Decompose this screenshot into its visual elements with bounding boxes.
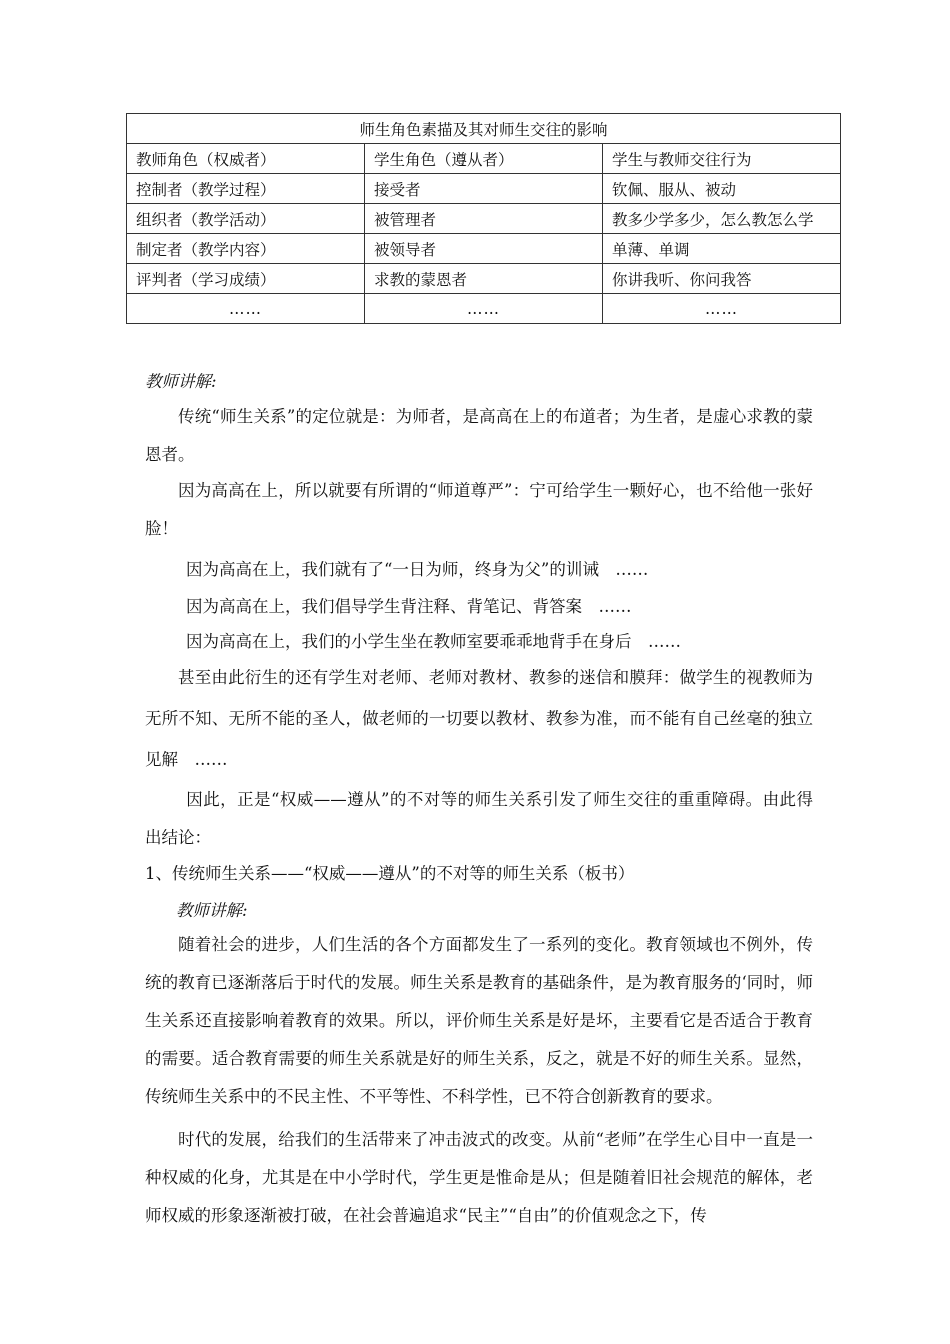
- table-cell: 被管理者: [365, 204, 603, 234]
- paragraph: 随着社会的进步，人们生活的各个方面都发生了一系列的变化。教育领域也不例外，传统的教育已逐渐落后于时代的发展。师生关系是教育的基础条件，是为教育服务的‘同时，师生关系还直接影响着教育的效果。所以，评价师生关系是好是坏，主要看它是否适合于教育的需要。适合教育需要的师生关系就是好的师生关系，反之，就是不好的师生关系。显然，传统师生关系中的不民主性、不平等性、不科学性，已不符合创新教育的要求。: [145, 935, 813, 1106]
- section-heading: 教师讲解:: [145, 372, 217, 391]
- table-cell: 钦佩、服从、被动: [603, 174, 841, 204]
- table-cell: 接受者: [365, 174, 603, 204]
- table-cell: 教多少学多少，怎么教怎么学: [603, 204, 841, 234]
- table-title-row: [127, 114, 841, 144]
- table-title: 师生角色素描及其对师生交往的影响: [127, 114, 841, 144]
- table-row: [127, 234, 841, 264]
- table-cell: 制定者（教学内容）: [127, 234, 365, 264]
- paragraph: 时代的发展，给我们的生活带来了冲击波式的改变。从前“老师”在学生心目中一直是一种权威的化身，尤其是在中小学时代，学生更是惟命是从；但是随着旧社会规范的解体，老师权威的形象逐渐被打破，在社会普遍追求“民主”“自由”的价值观念之下，传: [145, 1130, 813, 1225]
- table-cell: 组织者（教学活动）: [127, 204, 365, 234]
- header-interaction: 学生与教师交往行为: [603, 144, 841, 174]
- conclusion-line: 1、传统师生关系——“权威——遵从”的不对等的师生关系（板书）: [145, 864, 635, 883]
- table-cell: ……: [127, 294, 365, 324]
- table-row: [127, 294, 841, 324]
- table-row: [127, 204, 841, 234]
- header-teacher-role: 教师角色（权威者）: [127, 144, 365, 174]
- section-heading: 教师讲解:: [176, 901, 248, 920]
- role-table: [126, 113, 841, 324]
- table-cell: ……: [365, 294, 603, 324]
- text-line: 因为高高在上，我们就有了“一日为师，终身为父”的训诫 ……: [186, 560, 649, 579]
- paragraph: 因为高高在上，所以就要有所谓的“师道尊严”：宁可给学生一颗好心，也不给他一张好脸！: [145, 481, 813, 538]
- paragraph: 传统“师生关系”的定位就是：为师者，是高高在上的布道者；为生者，是虚心求教的蒙恩者。: [145, 407, 813, 464]
- table-header-row: [127, 144, 841, 174]
- table-cell: 求教的蒙恩者: [365, 264, 603, 294]
- table-row: [127, 264, 841, 294]
- paragraph: 甚至由此衍生的还有学生对老师、老师对教材、教参的迷信和膜拜：做学生的视教师为无所不知、无所不能的圣人，做老师的一切要以教材、教参为准，而不能有自己丝毫的独立见解 ……: [145, 668, 813, 769]
- text-line: 因为高高在上，我们的小学生坐在教师室要乖乖地背手在身后 ……: [186, 632, 681, 651]
- table-row: [127, 174, 841, 204]
- table-cell: 单薄、单调: [603, 234, 841, 264]
- table-cell: 被领导者: [365, 234, 603, 264]
- header-student-role: 学生角色（遵从者）: [365, 144, 603, 174]
- table-cell: 评判者（学习成绩）: [127, 264, 365, 294]
- paragraph: 因此，正是“权威——遵从”的不对等的师生关系引发了师生交往的重重障碍。由此得出结论：: [145, 790, 813, 847]
- text-line: 因为高高在上，我们倡导学生背注释、背笔记、背答案 ……: [186, 597, 632, 616]
- table-cell: 你讲我听、你问我答: [603, 264, 841, 294]
- table-cell: 控制者（教学过程）: [127, 174, 365, 204]
- table-cell: ……: [603, 294, 841, 324]
